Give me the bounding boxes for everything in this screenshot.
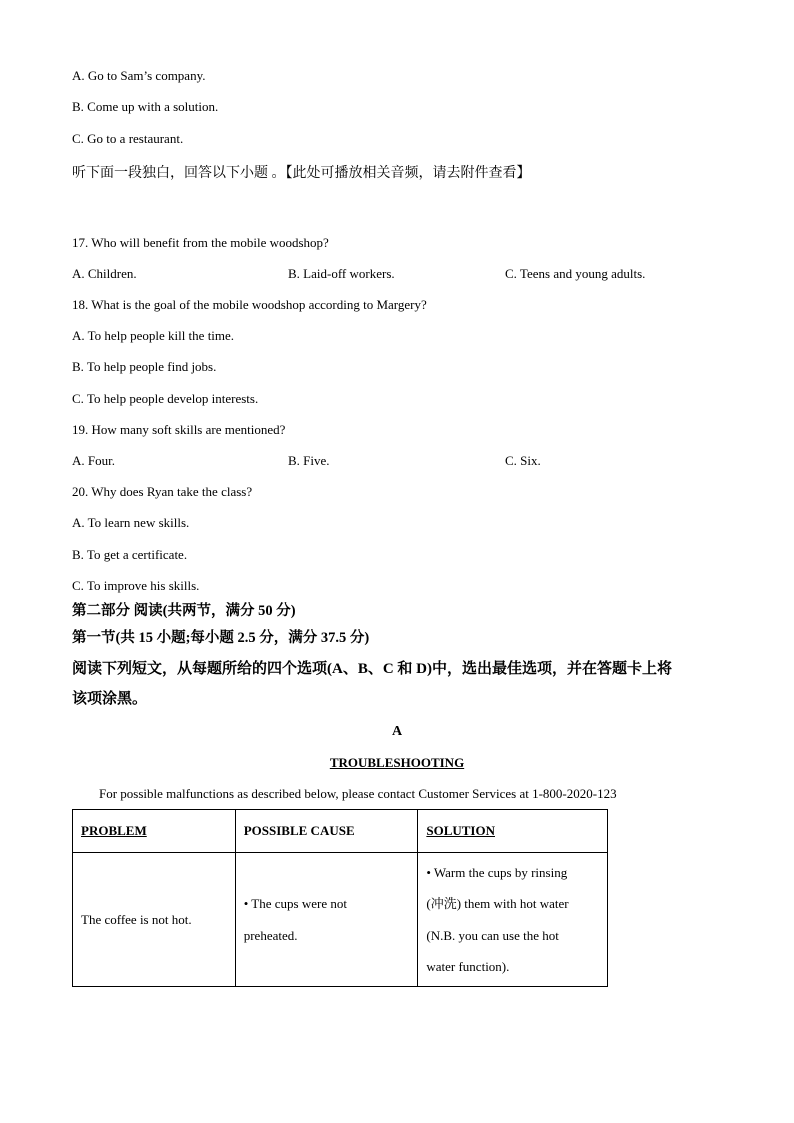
section1-title: 第一节(共 15 小题;每小题 2.5 分，满分 37.5 分)	[72, 630, 370, 646]
table-header-row	[73, 810, 608, 853]
q17-option-c: C. Teens and young adults.	[505, 266, 646, 281]
solution-line-2: (冲洗) them with hot water	[426, 896, 569, 911]
q17-option-a: A. Children.	[72, 266, 137, 281]
question-20: 20. Why does Ryan take the class?	[72, 484, 253, 499]
cell-problem: The coffee is not hot.	[73, 853, 236, 987]
solution-line-1: • Warm the cups by rinsing	[426, 864, 568, 880]
troubleshooting-table	[72, 809, 608, 987]
q20-option-a: A. To learn new skills.	[72, 515, 190, 530]
header-solution: SOLUTION	[418, 810, 608, 853]
table-row	[73, 853, 608, 987]
cell-cause	[235, 853, 418, 987]
q18-option-a: A. To help people kill the time.	[72, 328, 235, 343]
solution-line-3: (N.B. you can use the hot	[426, 927, 559, 943]
header-problem: PROBLEM	[73, 810, 236, 853]
question-19: 19. How many soft skills are mentioned?	[72, 422, 286, 437]
cell-solution	[418, 853, 608, 987]
q19-option-c: C. Six.	[505, 453, 541, 468]
passage-letter: A	[391, 724, 403, 739]
q19-option-b: B. Five.	[288, 453, 330, 468]
passage-intro: For possible malfunctions as described below, please contact Customer Services at 1-800-2020-123	[99, 786, 617, 801]
listening-intro: 听下面一段独白，回答以下小题 。【此处可播放相关音频，请去附件查看】	[72, 166, 531, 181]
q18-option-b: B. To help people find jobs.	[72, 359, 217, 374]
option-a-top: A. Go to Sam’s company.	[72, 68, 206, 83]
cause-line-2: preheated.	[243, 927, 298, 943]
instruction-line-2: 该项涂黑。	[72, 691, 148, 707]
instruction-line-1: 阅读下列短文，从每题所给的四个选项(A、B、C 和 D)中，选出最佳选项，并在答题卡上将	[72, 661, 672, 677]
q18-option-c: C. To help people develop interests.	[72, 391, 259, 406]
option-c-top: C. Go to a restaurant.	[72, 131, 184, 146]
q20-option-b: B. To get a certificate.	[72, 547, 188, 562]
q19-option-a: A. Four.	[72, 453, 115, 468]
solution-line-4: water function).	[426, 959, 510, 974]
q20-option-c: C. To improve his skills.	[72, 578, 200, 593]
part2-title: 第二部分 阅读(共两节，满分 50 分)	[72, 603, 296, 619]
passage-title: TROUBLESHOOTING	[329, 755, 465, 770]
question-17: 17. Who will benefit from the mobile woodshop?	[72, 235, 329, 250]
cause-line-1: • The cups were not	[243, 896, 347, 911]
question-18: 18. What is the goal of the mobile woodshop according to Margery?	[72, 297, 427, 312]
header-possible-cause: POSSIBLE CAUSE	[235, 810, 418, 853]
option-b-top: B. Come up with a solution.	[72, 99, 219, 114]
q17-option-b: B. Laid-off workers.	[288, 266, 395, 281]
